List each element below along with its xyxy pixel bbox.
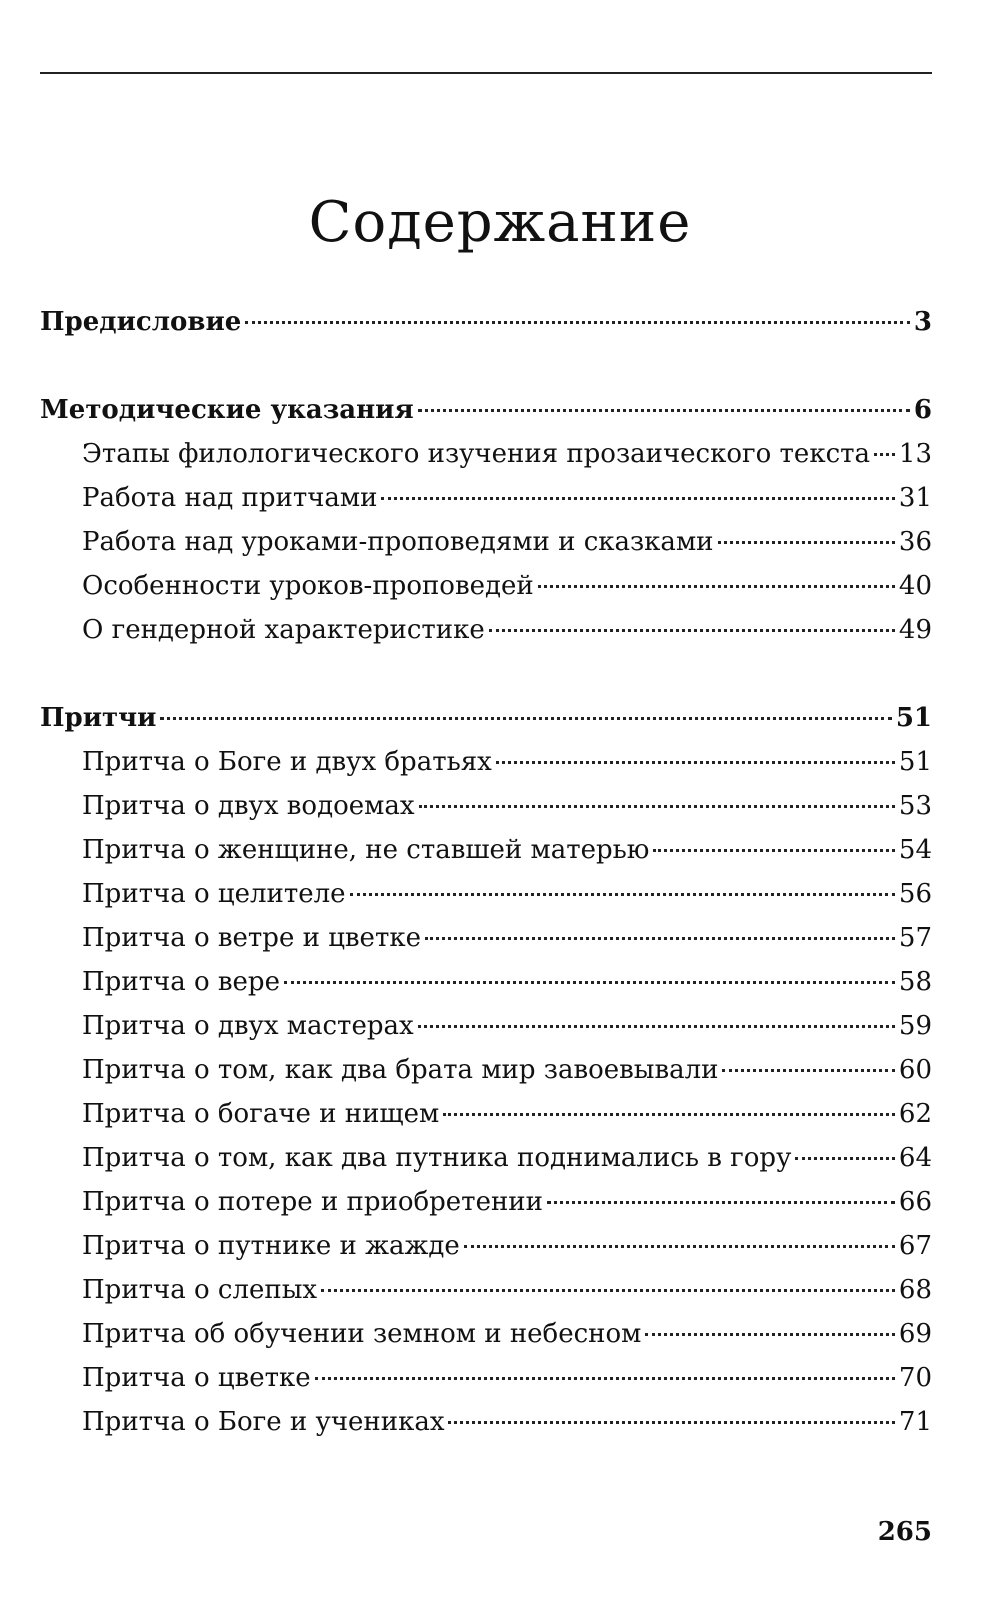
dot-leader	[443, 1113, 895, 1116]
toc-item-label: Притча о том, как два путника поднимались в гору	[82, 1143, 792, 1173]
toc-item-label: Притча о цветке	[82, 1363, 311, 1393]
toc-item-page: 58	[898, 967, 932, 997]
toc-item-page: 57	[898, 923, 932, 953]
toc-item-label: Этапы филологического изучения прозаического текста	[82, 439, 871, 469]
dot-leader	[160, 717, 891, 720]
dot-leader	[718, 541, 895, 544]
toc-item-label: Притча о Боге и учениках	[82, 1407, 445, 1437]
toc-item[interactable]	[40, 476, 932, 520]
table-of-contents	[40, 300, 932, 1444]
toc-item[interactable]	[40, 1312, 932, 1356]
dot-leader	[321, 1289, 895, 1292]
dot-leader	[547, 1201, 895, 1204]
toc-section-label: Методические указания	[40, 395, 414, 425]
toc-item-label: Притча о слепых	[82, 1275, 318, 1305]
dot-leader	[874, 453, 895, 456]
toc-item-label: Притча о богаче и нищем	[82, 1099, 440, 1129]
toc-item-page: 66	[898, 1187, 932, 1217]
toc-item[interactable]	[40, 784, 932, 828]
toc-item-page: 13	[898, 439, 932, 469]
toc-item-page: 59	[898, 1011, 932, 1041]
toc-item-page: 62	[898, 1099, 932, 1129]
toc-item[interactable]	[40, 608, 932, 652]
dot-leader	[538, 585, 895, 588]
toc-item[interactable]	[40, 960, 932, 1004]
toc-item-page: 71	[898, 1407, 932, 1437]
dot-leader	[419, 805, 895, 808]
toc-item-page: 31	[898, 483, 932, 513]
toc-item-page: 70	[898, 1363, 932, 1393]
toc-item-page: 67	[898, 1231, 932, 1261]
toc-section-label: Притчи	[40, 703, 157, 733]
dot-leader	[315, 1377, 895, 1380]
toc-item-label: Притча об обучении земном и небесном	[82, 1319, 642, 1349]
toc-item-label: Притча о вере	[82, 967, 280, 997]
toc-item-label: Притча о целителе	[82, 879, 346, 909]
toc-item-label: Притча о потере и приобретении	[82, 1187, 543, 1217]
toc-section[interactable]	[40, 300, 932, 344]
toc-item-page: 54	[898, 835, 932, 865]
toc-item[interactable]	[40, 1004, 932, 1048]
toc-item-page: 36	[898, 527, 932, 557]
toc-item-page: 56	[898, 879, 932, 909]
toc-section-page: 51	[895, 703, 932, 733]
toc-section[interactable]	[40, 388, 932, 432]
toc-item[interactable]	[40, 916, 932, 960]
dot-leader	[795, 1157, 895, 1160]
page-title: Содержание	[308, 189, 692, 255]
toc-item-label: Работа над притчами	[82, 483, 378, 513]
page-number: 265	[877, 1517, 932, 1547]
dot-leader	[350, 893, 895, 896]
toc-item[interactable]	[40, 564, 932, 608]
dot-leader	[496, 761, 895, 764]
toc-item-page: 51	[898, 747, 932, 777]
dot-leader	[645, 1333, 895, 1336]
top-rule	[40, 72, 932, 74]
dot-leader	[722, 1069, 894, 1072]
toc-item-page: 49	[898, 615, 932, 645]
toc-item[interactable]	[40, 828, 932, 872]
dot-leader	[489, 629, 895, 632]
dot-leader	[381, 497, 894, 500]
toc-item[interactable]	[40, 1092, 932, 1136]
toc-section-page: 3	[913, 307, 932, 337]
toc-item-label: Притча о путнике и жажде	[82, 1231, 460, 1261]
toc-item-page: 53	[898, 791, 932, 821]
toc-item-label: О гендерной характеристике	[82, 615, 485, 645]
toc-item-label: Притча о том, как два брата мир завоевывали	[82, 1055, 719, 1085]
toc-item[interactable]	[40, 1136, 932, 1180]
toc-item-page: 64	[898, 1143, 932, 1173]
toc-item-page: 40	[898, 571, 932, 601]
toc-section[interactable]	[40, 696, 932, 740]
toc-item[interactable]	[40, 520, 932, 564]
toc-item[interactable]	[40, 1356, 932, 1400]
toc-item[interactable]	[40, 432, 932, 476]
dot-leader	[448, 1421, 894, 1424]
toc-item-page: 60	[898, 1055, 932, 1085]
toc-section-page: 6	[913, 395, 932, 425]
toc-item-label: Притча о Боге и двух братьях	[82, 747, 492, 777]
toc-item-label: Притча о двух мастерах	[82, 1011, 414, 1041]
toc-item-page: 68	[898, 1275, 932, 1305]
dot-leader	[418, 1025, 895, 1028]
dot-leader	[425, 937, 895, 940]
toc-item-label: Особенности уроков-проповедей	[82, 571, 534, 601]
dot-leader	[464, 1245, 895, 1248]
dot-leader	[418, 409, 910, 412]
dot-leader	[245, 321, 910, 324]
toc-item[interactable]	[40, 1268, 932, 1312]
toc-item-label: Притча о ветре и цветке	[82, 923, 421, 953]
toc-item[interactable]	[40, 1048, 932, 1092]
toc-item[interactable]	[40, 1180, 932, 1224]
toc-item[interactable]	[40, 1400, 932, 1444]
toc-item-label: Притча о двух водоемах	[82, 791, 415, 821]
dot-leader	[653, 849, 894, 852]
toc-item-label: Работа над уроками-проповедями и сказками	[82, 527, 714, 557]
toc-section-label: Предисловие	[40, 307, 242, 337]
toc-item[interactable]	[40, 872, 932, 916]
toc-item-page: 69	[898, 1319, 932, 1349]
toc-item[interactable]	[40, 740, 932, 784]
toc-item[interactable]	[40, 1224, 932, 1268]
dot-leader	[284, 981, 895, 984]
toc-item-label: Притча о женщине, не ставшей матерью	[82, 835, 650, 865]
